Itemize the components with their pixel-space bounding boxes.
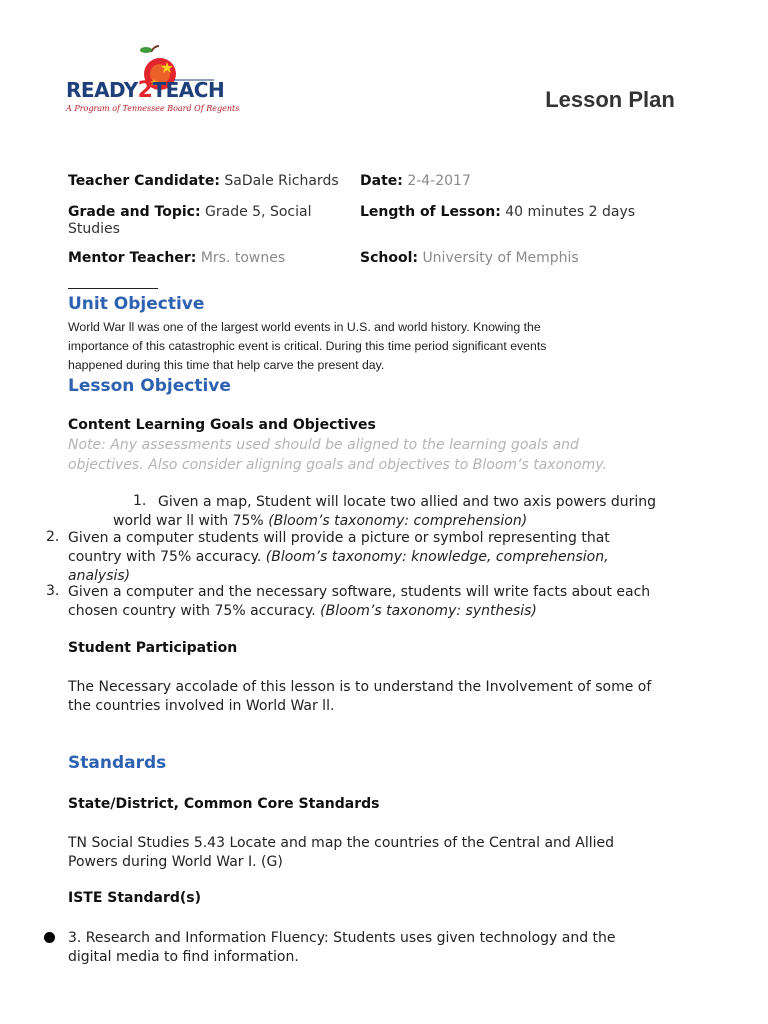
goal-text: Given a computer and the necessary software, students will write facts about each [68,584,651,600]
teacher-value: SaDale Richards [224,173,339,189]
date-label: Date: [360,173,403,189]
bloom-taxonomy: (Bloom’s taxonomy: comprehension) [268,513,528,529]
mentor-value: Mrs. townes [200,250,286,266]
content-goals-heading: Content Learning Goals and Objectives [68,417,376,433]
unit-objective-line: importance of this catastrophic event is critical. During this time period significant events [68,339,547,353]
goal-number: 2. [46,529,60,545]
teacher-field [68,173,339,190]
goal-text: Given a computer students will provide a picture or symbol representing that [68,530,610,546]
logo-wordmark: READY2TEACH [66,78,225,103]
logo-tagline: A Program of Tennessee Board Of Regents [66,104,240,113]
bloom-taxonomy: (Bloom’s taxonomy: knowledge, comprehension, [265,549,609,565]
goal-text: chosen country with 75% accuracy. [68,603,321,619]
state-standards-text [68,834,688,872]
bullet-icon [44,932,55,943]
school-field [360,250,579,267]
unit-objective-text [68,318,668,375]
length-label: Length of Lesson: [360,204,501,220]
note-line: objectives. Also consider aligning goals and objectives to Bloom’s taxonomy. [68,457,607,473]
assessment-note [68,435,668,475]
iste-standard-text [68,929,688,967]
goal-2 [68,529,688,586]
page-title: Lesson Plan [545,87,675,112]
goal-number: 1. [133,493,147,509]
iste-heading: ISTE Standard(s) [68,890,201,906]
unit-objective-line: happened during this time that help carve the present day. [68,358,385,372]
unit-objective-line: World War ll was one of the largest world events in U.S. and world history. Knowing the [68,320,541,334]
participation-text [68,678,688,716]
bloom-taxonomy: analysis) [68,568,131,584]
ready2teach-logo [66,44,240,116]
school-label: School: [360,250,418,266]
date-value: 2-4-2017 [407,173,471,189]
divider [68,288,158,289]
participation-line: The Necessary accolade of this lesson is to understand the Involvement of some of [68,679,652,695]
standard-line: 3. Research and Information Fluency: Students uses given technology and the [68,930,616,946]
standard-line: Powers during World War I. (G) [68,854,283,870]
goal-text: country with 75% accuracy. [68,549,266,565]
mentor-field [68,250,285,267]
mentor-label: Mentor Teacher: [68,250,197,266]
teacher-label: Teacher Candidate: [68,173,220,189]
length-value: 40 minutes 2 days [505,204,636,220]
goal-3 [68,583,688,621]
participation-heading: Student Participation [68,640,238,656]
grade-value: Grade 5, Social Studies [68,204,312,237]
date-field [360,173,471,190]
unit-objective-heading: Unit Objective [68,294,205,314]
standard-line: digital media to find information. [68,949,299,965]
lesson-objective-heading: Lesson Objective [68,376,231,396]
goal-1-line1: Given a map, Student will locate two allied and two axis powers during [158,494,656,510]
participation-line: the countries involved in World War ll. [68,698,335,714]
grade-label: Grade and Topic: [68,204,201,220]
standard-line: TN Social Studies 5.43 Locate and map the countries of the Central and Allied [68,835,614,851]
school-value: University of Memphis [422,250,579,266]
goal-text: world war ll with 75% [113,513,269,529]
length-field [360,204,635,221]
note-line: Note: Any assessments used should be aligned to the learning goals and [68,437,579,453]
standards-heading: Standards [68,753,167,773]
goal-number: 3. [46,583,60,599]
bloom-taxonomy: (Bloom’s taxonomy: synthesis) [320,603,537,619]
state-standards-heading: State/District, Common Core Standards [68,796,380,812]
grade-field [68,204,336,238]
